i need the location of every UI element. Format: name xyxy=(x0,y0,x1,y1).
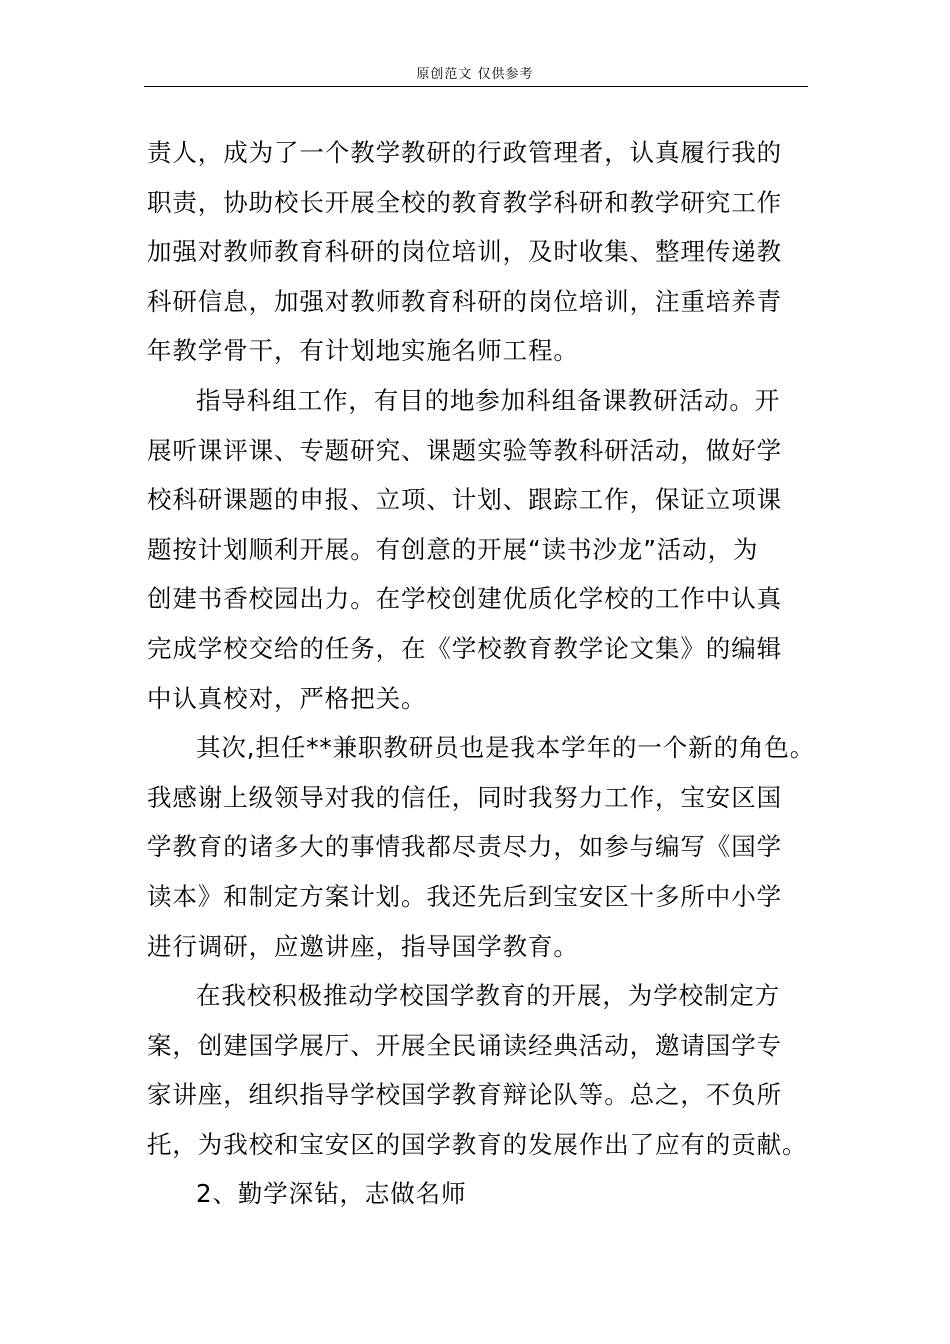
text-line: 年教学骨干，有计划地实施名师工程。 xyxy=(147,336,579,366)
text-line: 进行调研，应邀讲座，指导国学教育。 xyxy=(147,931,579,961)
text-line: 创建书香校园出力。在学校创建优质化学校的工作中认真 xyxy=(147,584,782,614)
text-line: 家讲座，组织指导学校国学教育辩论队等。总之，不负所 xyxy=(147,1080,782,1110)
text-line: 中认真校对，严格把关。 xyxy=(147,683,427,713)
paragraph-first-line: 指导科组工作，有目的地参加科组备课教研活动。开 xyxy=(196,385,781,415)
text-line: 展听课评课、专题研究、课题实验等教科研活动，做好学 xyxy=(147,435,782,465)
text-line: 校科研课题的申报、立项、计划、跟踪工作，保证立项课 xyxy=(147,485,782,515)
text-line: 托，为我校和宝安区的国学教育的发展作出了应有的贡献。 xyxy=(147,1129,808,1159)
text-line: 读本》和制定方案计划。我还先后到宝安区十多所中小学 xyxy=(147,881,782,911)
page-header: 原创范文 仅供参考 xyxy=(416,67,534,82)
paragraph-first-line: 2、勤学深钻，志做名师 xyxy=(196,1179,467,1209)
text-line: 职责，协助校长开展全校的教育教学科研和教学研究工作 xyxy=(147,187,782,217)
text-line: 科研信息，加强对教师教育科研的岗位培训，注重培养青 xyxy=(147,286,782,316)
text-line: 题按计划顺利开展。有创意的开展“读书沙龙”活动，为 xyxy=(147,534,759,564)
text-line: 加强对教师教育科研的岗位培训，及时收集、整理传递教 xyxy=(147,237,782,267)
header-divider xyxy=(144,86,808,87)
text-line: 完成学校交给的任务，在《学校教育教学论文集》的编辑 xyxy=(147,633,782,663)
document-body xyxy=(147,128,819,1219)
paragraph-first-line: 其次,担任**兼职教研员也是我本学年的一个新的角色。 xyxy=(196,733,816,763)
text-line: 案，创建国学展厅、开展全民诵读经典活动，邀请国学专 xyxy=(147,1030,782,1060)
text-line: 学教育的诸多大的事情我都尽责尽力，如参与编写《国学 xyxy=(147,832,782,862)
paragraph-first-line: 在我校积极推动学校国学教育的开展，为学校制定方 xyxy=(196,981,781,1011)
text-line: 我感谢上级领导对我的信任，同时我努力工作，宝安区国 xyxy=(147,782,782,812)
text-line: 责人，成为了一个教学教研的行政管理者，认真履行我的 xyxy=(147,138,782,167)
